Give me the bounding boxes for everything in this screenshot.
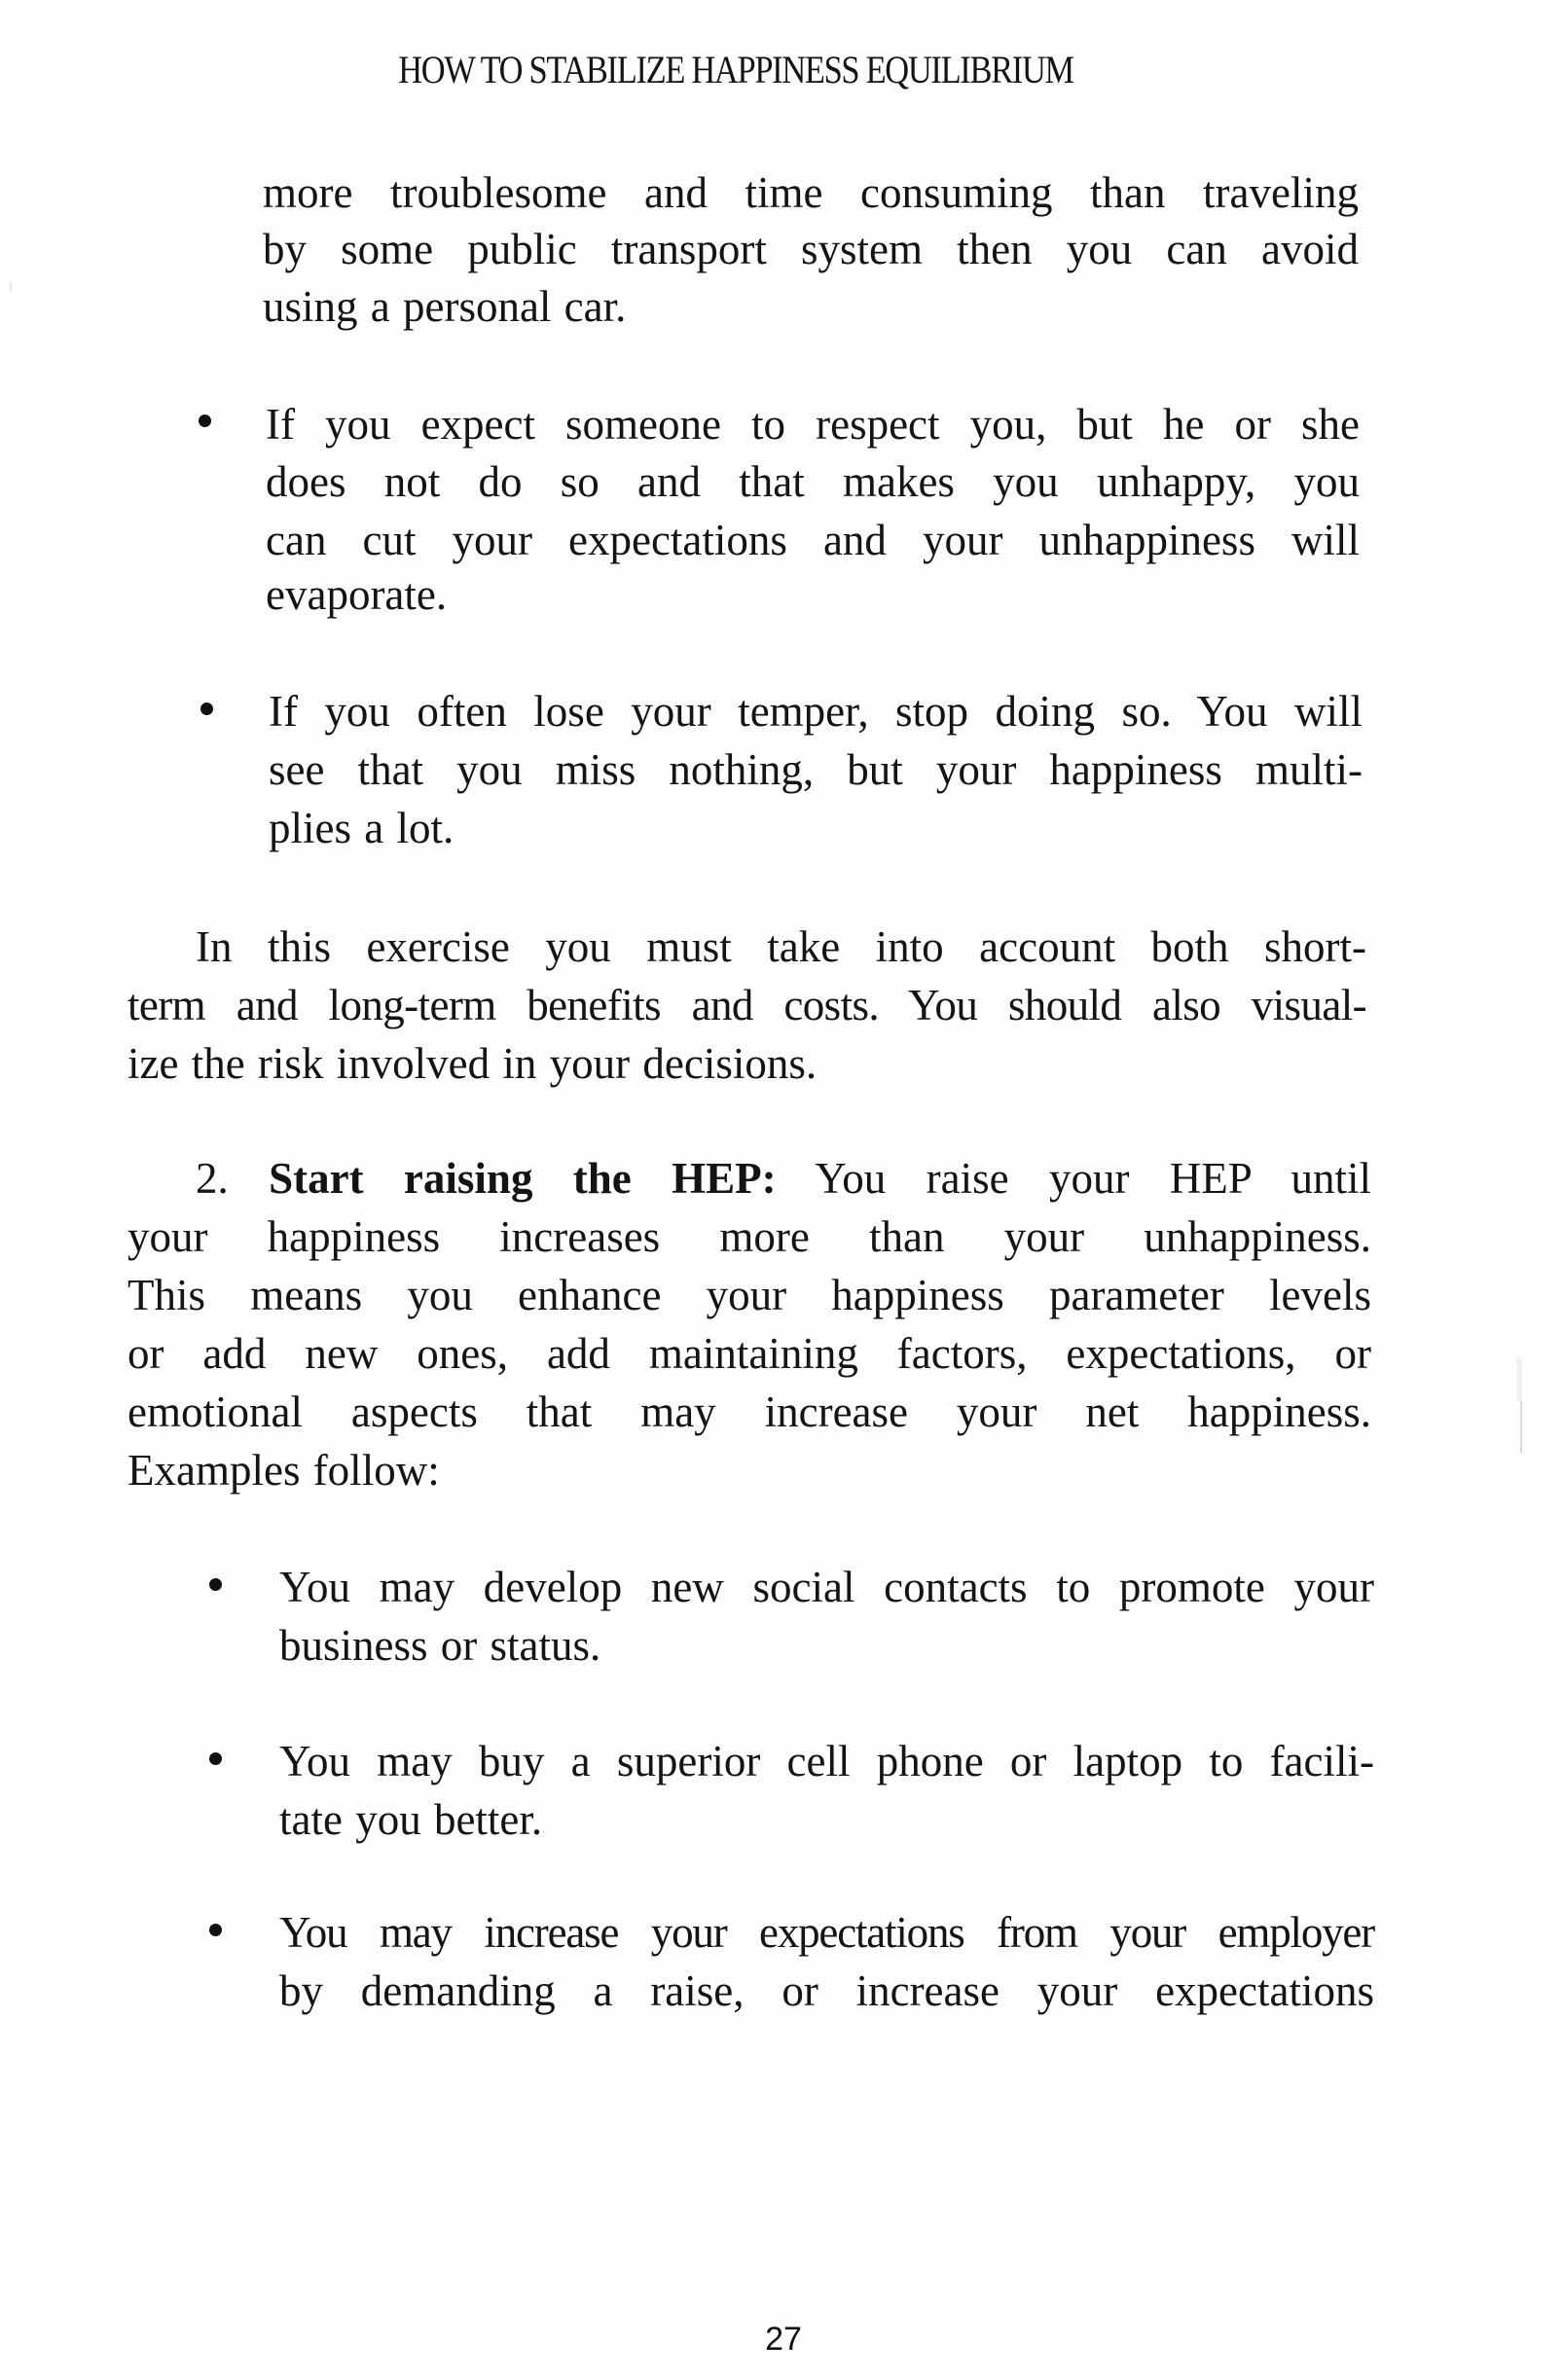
- text-line: or add new ones, add maintaining factors, expectations, or: [127, 1329, 1371, 1378]
- text-line: Examples follow:: [127, 1446, 440, 1495]
- text-line: your happiness increases more than your unhappiness.: [127, 1212, 1371, 1261]
- page-number: 27: [765, 2321, 802, 2358]
- scan-artifact: [1520, 1399, 1522, 1453]
- step-number: 2.: [196, 1154, 229, 1203]
- step-two-first-line: [196, 1149, 1371, 1208]
- text-line: more troublesome and time consuming than traveling: [263, 168, 1359, 217]
- text-line: by demanding a raise, or increase your expectations: [279, 1966, 1374, 2015]
- scan-artifact: [10, 282, 12, 292]
- bullet-icon: [200, 703, 213, 715]
- bullet-icon: [199, 415, 211, 427]
- text-line: emotional aspects that may increase your net happiness.: [127, 1388, 1371, 1436]
- text-span: You raise your HEP until: [815, 1154, 1371, 1203]
- text-line: business or status.: [279, 1621, 601, 1670]
- text-line: plies a lot.: [269, 804, 454, 852]
- scan-artifact: [1516, 1357, 1522, 1401]
- bullet-icon: [209, 1752, 222, 1765]
- text-line: can cut your expectations and your unhappiness will: [266, 516, 1360, 564]
- text-line: If you often lose your temper, stop doing so. You will: [269, 687, 1363, 736]
- step-heading: Start raising the HEP:: [269, 1154, 777, 1203]
- bullet-icon: [209, 1578, 222, 1591]
- text-line: tate you better.: [279, 1795, 543, 1844]
- bullet-icon: [209, 1924, 222, 1936]
- text-line: ize the risk involved in your decisions.: [127, 1039, 818, 1088]
- text-line: by some public transport system then you can avoid: [263, 225, 1359, 273]
- text-line: does not do so and that makes you unhappy, you: [266, 457, 1360, 506]
- text-line: see that you miss nothing, but your happiness multi-: [269, 745, 1363, 794]
- text-line: You may increase your expectations from your employer: [279, 1908, 1374, 1957]
- text-line: evaporate.: [266, 570, 448, 619]
- text-line: In this exercise you must take into account both short-: [196, 922, 1366, 971]
- text-line: You may develop new social contacts to promote your: [279, 1563, 1374, 1611]
- text-line: You may buy a superior cell phone or laptop to facili-: [279, 1737, 1374, 1785]
- text-line: using a personal car.: [263, 282, 627, 331]
- text-line: This means you enhance your happiness parameter levels: [127, 1271, 1371, 1319]
- running-head: HOW TO STABILIZE HAPPINESS EQUILIBRIUM: [398, 48, 1073, 91]
- text-line: term and long-term benefits and costs. You should also visual-: [127, 981, 1366, 1029]
- text-line: If you expect someone to respect you, but he or she: [266, 400, 1360, 449]
